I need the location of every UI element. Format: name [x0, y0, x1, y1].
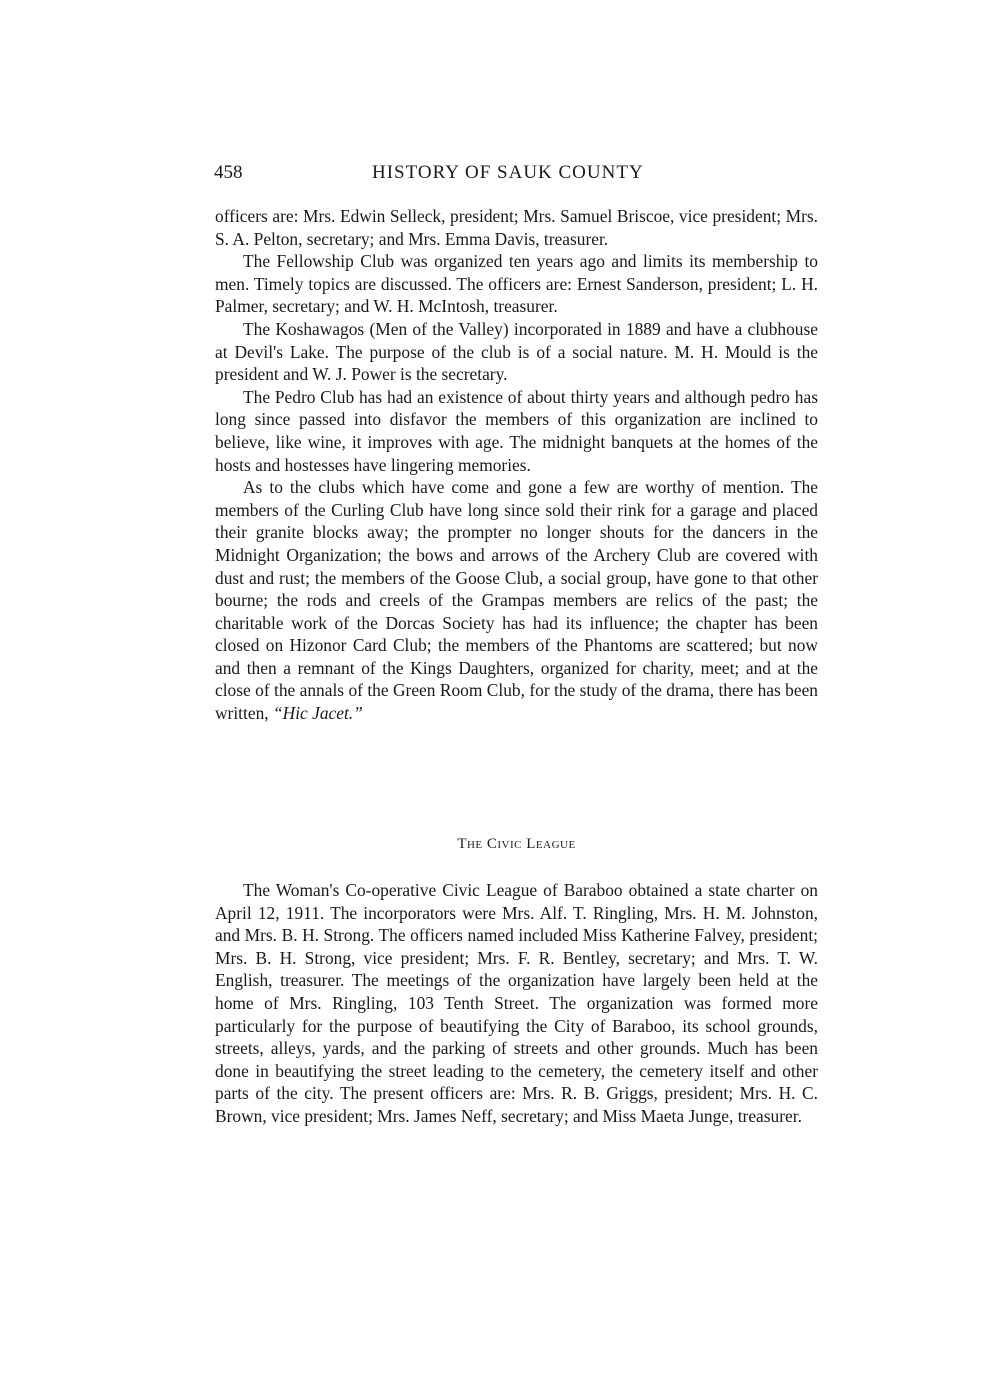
body-text-top	[215, 205, 818, 725]
hic-jacet-quote: “Hic Jacet.”	[272, 703, 363, 724]
page-number: 458	[214, 162, 243, 183]
paragraph-civic-league: The Woman's Co-operative Civic League of Baraboo obtained a state charter on April 12, 1911. The incorporators were Mrs. Alf. T. Ringling, Mrs. H. M. Johnston, and Mrs. B. H. Strong. The officers named included Miss Katherine Falvey, president; Mrs. B. H. Strong, vice president; Mrs. F. R. Bentley, secretary; and Mrs. T. W. English, treasurer. The meetings of the organization have largely been held at the home of Mrs. Ringling, 103 Tenth Street. The organization was formed more particularly for the purpose of beautifying the City of Baraboo, its school grounds, streets, alleys, yards, and the parking of streets and other grounds. Much has been done in beautifying the street leading to the cemetery, the cemetery itself and other parts of the city. The present officers are: Mrs. R. B. Griggs, president; Mrs. H. C. Brown, vice president; Mrs. James Neff, secretary; and Miss Maeta Junge, treasurer.	[215, 880, 818, 1126]
body-text-bottom	[215, 879, 818, 1128]
former-clubs-text: As to the clubs which have come and gone a few are worthy of mention. The members of the Curling Club have long since sold their rink for a garage and placed their granite blocks away; the prompter no longer shouts for the dancers in the Midnight Organization; the bows and arrows of the Archery Club are covered with dust and rust; the members of the Goose Club, a social group, have gone to that other bourne; the rods and creels of the Grampas members are relics of the past; the charitable work of the Dorcas Society has had its influence; the chapter has been closed on Hizonor Card Club; the members of the Phantoms are scattered; but now and then a remnant of the Kings Daughters, organized for charity, meet; and at the close of the annals of the Green Room Club, for the study of the drama, there has been written,	[215, 477, 818, 724]
page-header	[214, 158, 818, 188]
paragraph-continued-officers: officers are: Mrs. Edwin Selleck, president; Mrs. Samuel Briscoe, vice president; Mrs. S. A. Pelton, secretary; and Mrs. Emma Davis, treasurer.	[215, 206, 818, 249]
section-heading-civic-league: The Civic League	[457, 836, 576, 852]
paragraph-fellowship-club: The Fellowship Club was organized ten years ago and limits its membership to men. Timely topics are discussed. The officers are: Ernest Sanderson, president; L. H. Palmer, secretary; and W. H. McIntosh, treasurer.	[215, 251, 818, 317]
paragraph-koshawagos: The Koshawagos (Men of the Valley) incorporated in 1889 and have a clubhouse at Devil's Lake. The purpose of the club is of a social nature. M. H. Mould is the president and W. J. Power is the secretary.	[215, 318, 818, 385]
paragraph-former-clubs	[215, 476, 818, 725]
paragraph-pedro-club: The Pedro Club has had an existence of about thirty years and although pedro has long since passed into disfavor the members of this organization are inclined to believe, like wine, it improves with age. The midnight banquets at the homes of the hosts and hostesses have lingering memories.	[215, 386, 818, 475]
running-title: HISTORY OF SAUK COUNTY	[372, 162, 644, 183]
